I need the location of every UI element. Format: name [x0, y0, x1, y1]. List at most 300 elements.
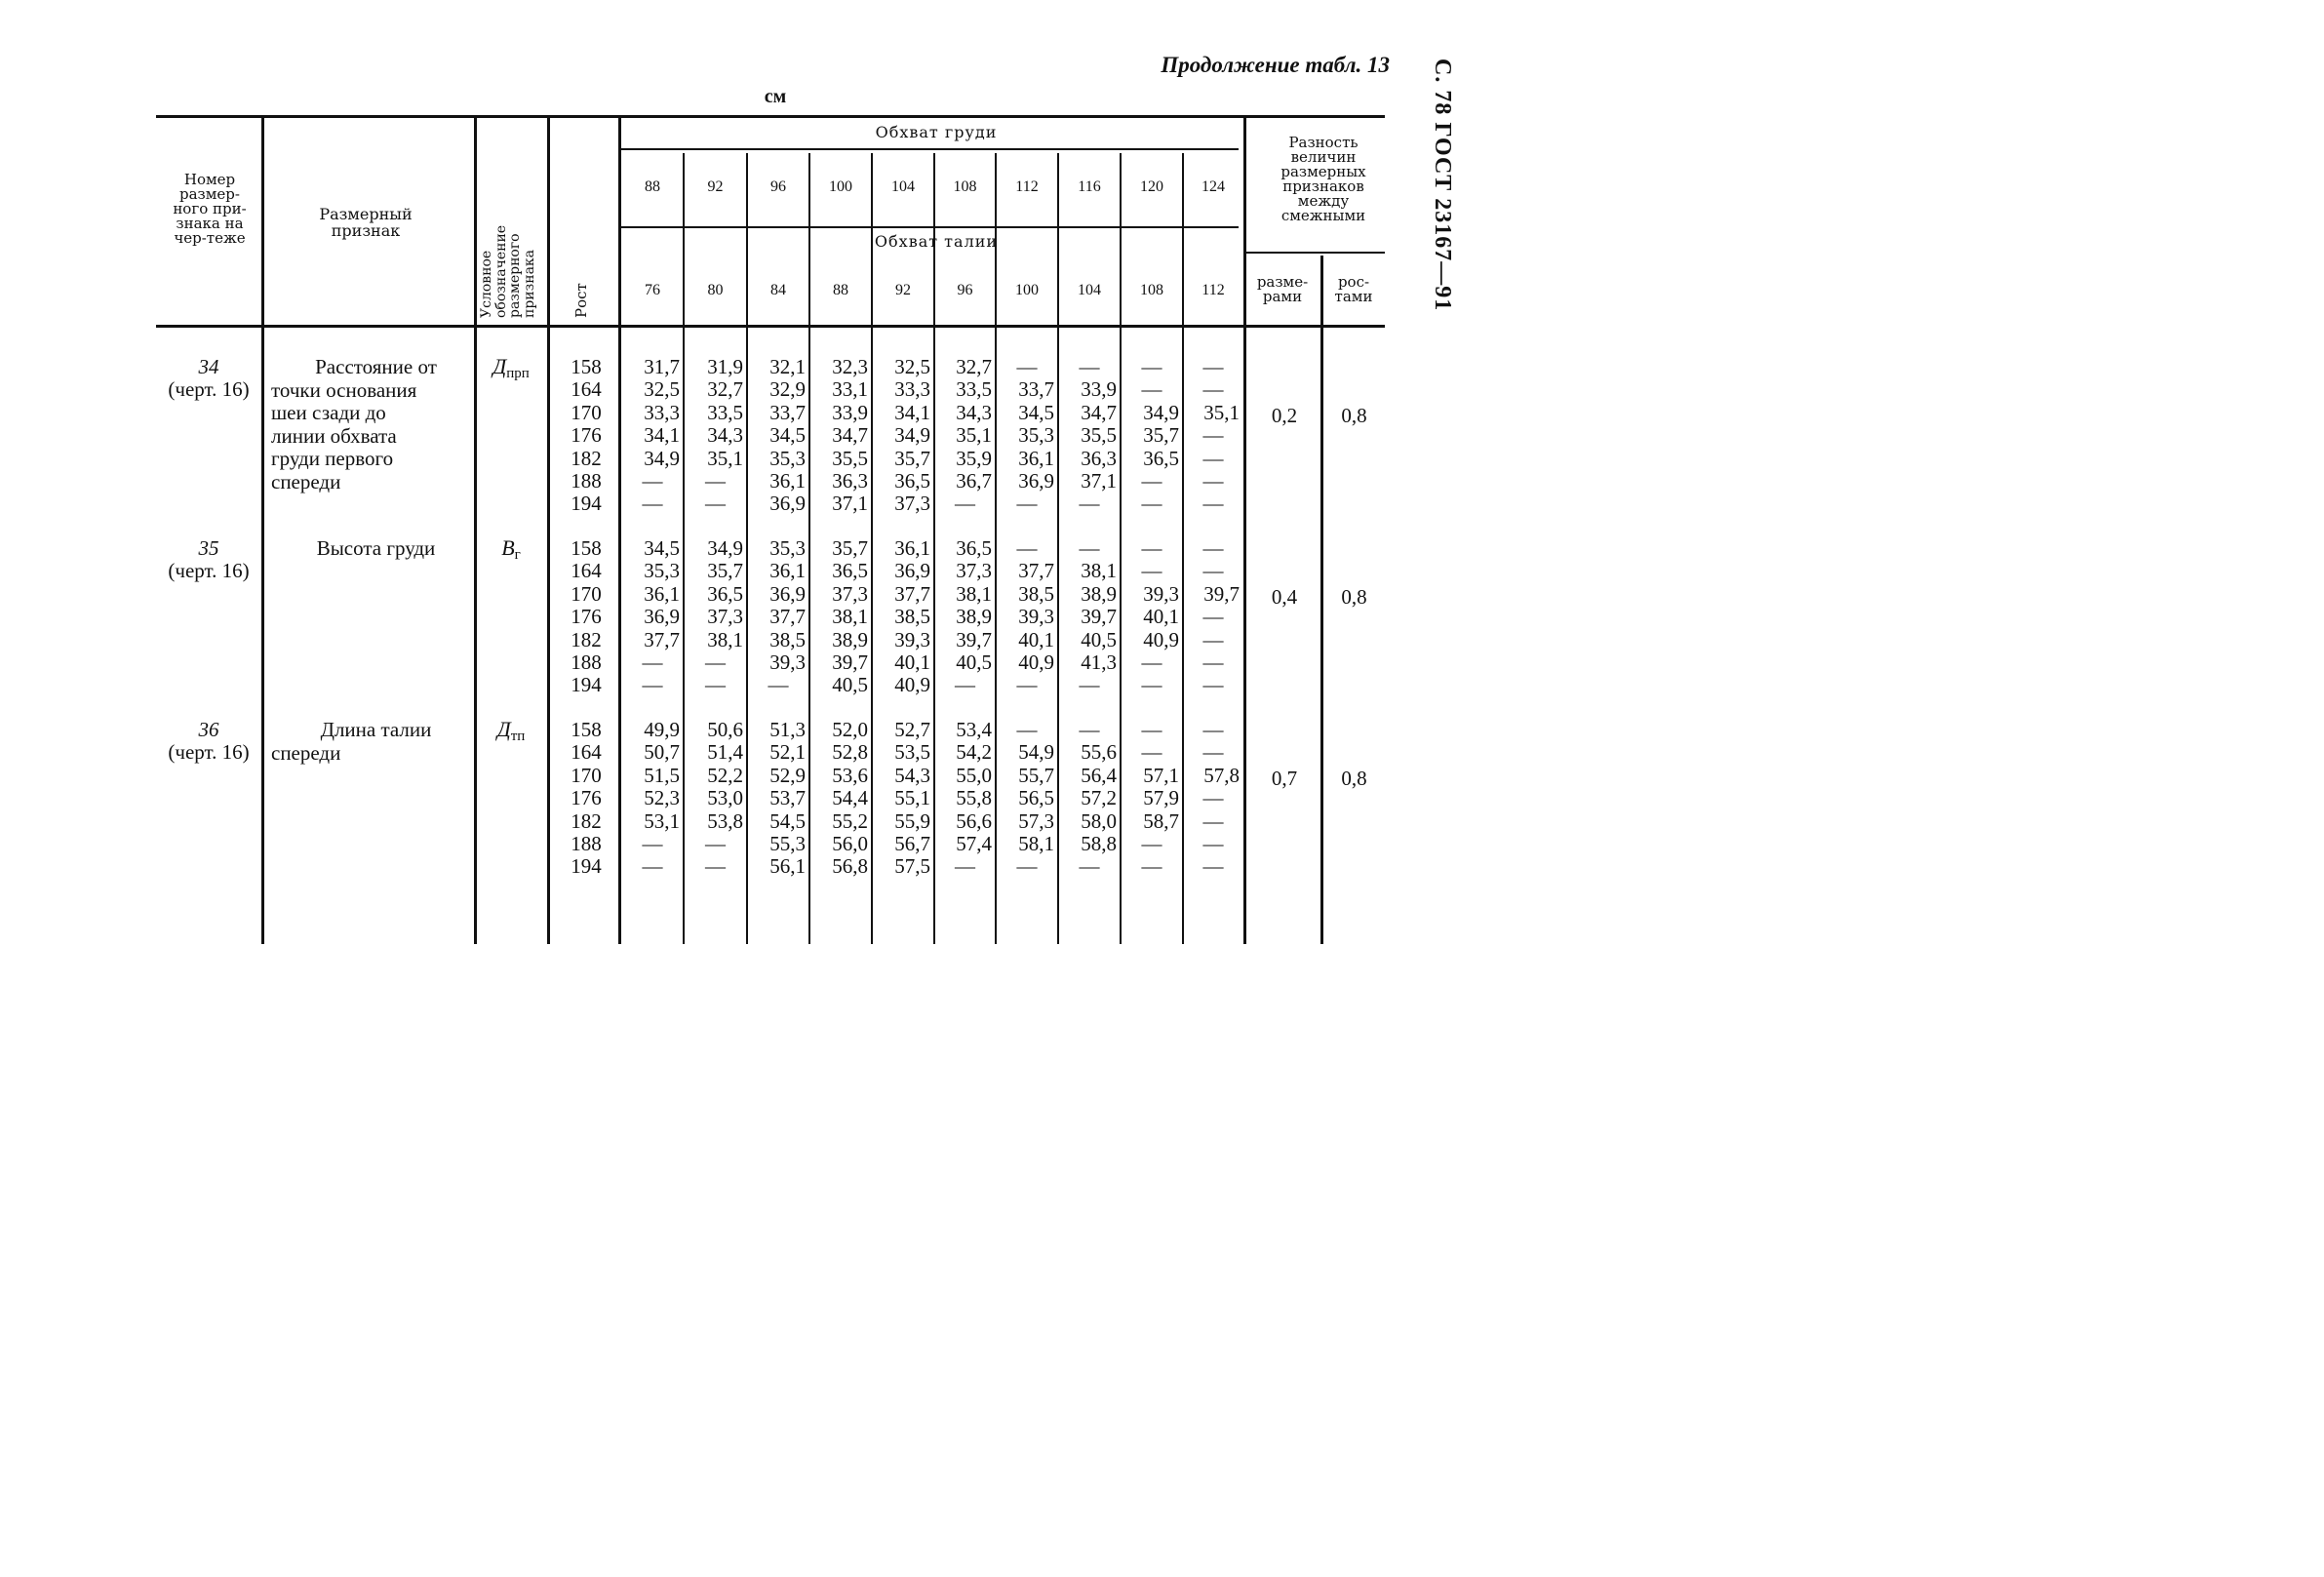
value-cell: 56,8 [832, 854, 868, 879]
value-cell: 36,9 [1018, 469, 1054, 493]
feature-name [271, 356, 471, 493]
height-value: 194 [571, 854, 602, 879]
value-cell: 34,9 [894, 423, 930, 448]
value-cell: 52,2 [707, 763, 743, 787]
height-value: 182 [571, 627, 602, 651]
waist-girth-value: 84 [770, 282, 786, 298]
value-cell: 57,9 [1143, 786, 1179, 810]
value-cell: — [1016, 854, 1038, 879]
feature-name [271, 537, 471, 561]
header-symbol: Условное обозначение размерного признака [479, 224, 537, 318]
value-cell: 41,3 [1081, 651, 1117, 674]
col-border-3 [547, 117, 550, 944]
value-cell: 32,5 [644, 377, 680, 402]
value-cell: 53,5 [894, 740, 930, 765]
diff-rule [1246, 252, 1385, 254]
value-cell: — [642, 651, 663, 674]
value-cell: 36,7 [956, 469, 992, 493]
value-cell: 36,5 [956, 536, 992, 560]
value-cell: 36,5 [832, 559, 868, 583]
value-cell: 52,7 [894, 718, 930, 741]
value-cell: 55,1 [894, 786, 930, 810]
value-cell: — [705, 651, 726, 674]
value-cell: — [1079, 718, 1100, 741]
value-cell: — [1141, 718, 1162, 741]
value-cell: 57,8 [1203, 763, 1240, 787]
value-cell: 51,5 [644, 763, 680, 787]
feature-symbol-sub: тп [510, 729, 526, 744]
value-cell: 40,5 [832, 673, 868, 697]
height-value: 176 [571, 786, 602, 810]
height-value: 182 [571, 808, 602, 833]
value-cell: 34,5 [1018, 400, 1054, 424]
value-cell: 39,7 [1203, 581, 1240, 606]
drawing-reference: (черт. 16) [168, 377, 250, 401]
value-cell: — [642, 469, 663, 493]
value-cell: 54,3 [894, 763, 930, 787]
value-cell: 35,1 [1203, 400, 1240, 424]
value-cell: 38,1 [1081, 559, 1117, 583]
value-cell: — [1141, 492, 1162, 516]
header-number: Номер размер-ного при-знака на чер-теже [173, 171, 247, 247]
value-cell: 36,3 [832, 469, 868, 493]
waist-girth-value: 88 [833, 282, 848, 298]
feature-symbol-sub: прп [506, 366, 530, 381]
value-cell: — [955, 492, 975, 516]
value-cell: 56,4 [1081, 763, 1117, 787]
value-cell: — [1079, 536, 1100, 560]
value-cell: 35,3 [769, 446, 806, 470]
waist-girth-value: 92 [895, 282, 911, 298]
height-value: 188 [571, 651, 602, 674]
value-cell: 33,7 [1018, 377, 1054, 402]
feature-name-line: Высота груди [316, 536, 436, 560]
value-cell: 33,3 [894, 377, 930, 402]
diff-by-height: 0,8 [1341, 584, 1367, 609]
value-cell: 32,1 [769, 355, 806, 378]
value-cell: 33,9 [1081, 377, 1117, 402]
value-cell: 38,5 [1018, 581, 1054, 606]
value-cell: 54,9 [1018, 740, 1054, 765]
value-cell: 37,7 [769, 605, 806, 629]
top-rule [156, 115, 1385, 118]
value-cell: — [1202, 446, 1224, 470]
value-cell: 37,3 [894, 492, 930, 516]
value-cell: — [705, 673, 726, 697]
value-cell: 39,7 [956, 627, 992, 651]
height-value: 164 [571, 377, 602, 402]
value-cell: 34,3 [707, 423, 743, 448]
value-cell: 56,5 [1018, 786, 1054, 810]
feature-symbol-sub: г [514, 547, 521, 563]
value-cell: 55,3 [769, 832, 806, 855]
feature-name-line: Длина талии [320, 718, 432, 741]
value-cell: 50,6 [707, 718, 743, 741]
value-cell: 35,1 [707, 446, 743, 470]
value-cell: 55,9 [894, 808, 930, 833]
value-cell: 55,6 [1081, 740, 1117, 765]
value-cell: 35,3 [769, 536, 806, 560]
value-cell: 51,4 [707, 740, 743, 765]
chest-girth-value: 124 [1201, 178, 1225, 195]
value-cell: 36,5 [707, 581, 743, 606]
drawing-reference: (черт. 16) [168, 559, 250, 582]
value-cell: — [1079, 673, 1100, 697]
value-cell: 57,4 [956, 832, 992, 855]
waist-girth-value: 96 [957, 282, 973, 298]
value-cell: 52,8 [832, 740, 868, 765]
chest-girth-value: 92 [707, 178, 724, 195]
value-cell: 35,1 [956, 423, 992, 448]
feature-name-line: спереди [271, 469, 341, 493]
value-cell: 37,3 [707, 605, 743, 629]
value-cell: — [1202, 423, 1224, 448]
value-cell: — [1016, 536, 1038, 560]
value-cell: — [1202, 673, 1224, 697]
value-cell: — [1141, 673, 1162, 697]
value-cell: — [1079, 355, 1100, 378]
waist-girth-value: 76 [645, 282, 660, 298]
value-cell: 35,7 [1143, 423, 1179, 448]
value-cell: 36,9 [769, 492, 806, 516]
waist-girth-value: 112 [1201, 282, 1225, 298]
chest-girth-value: 88 [645, 178, 660, 195]
value-cell: — [1141, 355, 1162, 378]
value-cell: 35,3 [644, 559, 680, 583]
feature-name-line: линии обхвата [271, 423, 397, 448]
diff-by-size: 0,4 [1271, 584, 1298, 609]
value-cell: — [1141, 559, 1162, 583]
feature-name-line: груди первого [271, 447, 394, 470]
value-cell: 39,3 [769, 651, 806, 674]
value-cell: 34,9 [1143, 400, 1179, 424]
value-cell: — [1141, 651, 1162, 674]
value-cell: 57,2 [1081, 786, 1117, 810]
value-cell: 55,8 [956, 786, 992, 810]
value-cell: — [1202, 492, 1224, 516]
value-cell: 56,7 [894, 832, 930, 855]
value-cell: 53,8 [707, 808, 743, 833]
value-cell: — [1202, 536, 1224, 560]
value-cell: — [1202, 377, 1224, 402]
value-cell: 34,9 [707, 536, 743, 560]
value-cell: — [1016, 492, 1038, 516]
value-cell: 39,3 [894, 627, 930, 651]
value-cell: 34,5 [769, 423, 806, 448]
height-value: 188 [571, 469, 602, 493]
value-cell: 36,9 [644, 605, 680, 629]
value-cell: 58,0 [1081, 808, 1117, 833]
value-cell: 37,7 [644, 627, 680, 651]
value-cell: 34,9 [644, 446, 680, 470]
value-cell: 35,9 [956, 446, 992, 470]
value-cell: 39,7 [1081, 605, 1117, 629]
chest-girth-value: 120 [1140, 178, 1163, 195]
value-cell: 35,3 [1018, 423, 1054, 448]
value-cell: 36,1 [769, 469, 806, 493]
header-by-size: разме-рами [1256, 273, 1309, 305]
value-cell: 38,9 [832, 627, 868, 651]
value-cell: — [1202, 740, 1224, 765]
feature-symbol [476, 535, 546, 564]
value-cell: 31,9 [707, 355, 743, 378]
chest-girth-value: 100 [829, 178, 852, 195]
height-value: 170 [571, 581, 602, 606]
value-cell: 35,7 [707, 559, 743, 583]
value-cell: 39,7 [832, 651, 868, 674]
value-cell: 51,3 [769, 718, 806, 741]
value-cell: 37,7 [1018, 559, 1054, 583]
value-cell: — [955, 673, 975, 697]
height-value: 176 [571, 423, 602, 448]
value-cell: 33,7 [769, 400, 806, 424]
value-cell: 56,6 [956, 808, 992, 833]
value-cell: 34,7 [1081, 400, 1117, 424]
waist-girth-value: 108 [1140, 282, 1163, 298]
feature-number: 34 [198, 355, 219, 378]
value-cell: 52,9 [769, 763, 806, 787]
feature-name-line: спереди [271, 740, 341, 765]
value-cell: 33,5 [707, 400, 743, 424]
value-cell: — [1141, 854, 1162, 879]
value-cell: 32,5 [894, 355, 930, 378]
value-cell: 31,7 [644, 355, 680, 378]
feature-name [271, 719, 471, 765]
value-cell: 40,9 [894, 673, 930, 697]
feature-number: 36 [198, 718, 219, 741]
value-cell: 56,1 [769, 854, 806, 879]
value-cell: — [642, 673, 663, 697]
value-cell: 38,5 [769, 627, 806, 651]
height-value: 176 [571, 605, 602, 629]
value-cell: 52,1 [769, 740, 806, 765]
value-cell: 37,1 [1081, 469, 1117, 493]
value-cell: 37,3 [832, 581, 868, 606]
value-cell: — [1016, 355, 1038, 378]
diff-by-height: 0,8 [1341, 766, 1367, 790]
value-cell: — [642, 492, 663, 516]
value-cell: 35,7 [894, 446, 930, 470]
value-cell: 37,3 [956, 559, 992, 583]
value-cell: 38,5 [894, 605, 930, 629]
height-value: 164 [571, 559, 602, 583]
value-cell: — [1202, 651, 1224, 674]
value-cell: — [1202, 559, 1224, 583]
value-cell: 39,3 [1018, 605, 1054, 629]
value-cell: 53,1 [644, 808, 680, 833]
value-cell: 50,7 [644, 740, 680, 765]
value-cell: 35,5 [832, 446, 868, 470]
chest-girth-value: 108 [953, 178, 977, 195]
value-cell: 53,6 [832, 763, 868, 787]
height-value: 158 [571, 536, 602, 560]
header-height: Рост [572, 283, 590, 318]
waist-rule [621, 226, 1239, 228]
value-cell: 33,3 [644, 400, 680, 424]
value-cell: 34,1 [644, 423, 680, 448]
height-value: 194 [571, 673, 602, 697]
value-cell: — [1202, 355, 1224, 378]
value-cell: 40,9 [1018, 651, 1054, 674]
feature-name-line: Расстояние от [315, 355, 437, 378]
value-cell: 52,0 [832, 718, 868, 741]
value-cell: 53,4 [956, 718, 992, 741]
value-cell: 40,5 [956, 651, 992, 674]
value-cell: 55,7 [1018, 763, 1054, 787]
value-cell: — [1202, 854, 1224, 879]
value-cell: 57,3 [1018, 808, 1054, 833]
value-cell: — [1202, 718, 1224, 741]
value-cell: 58,7 [1143, 808, 1179, 833]
value-cell: — [1079, 854, 1100, 879]
value-cell: 34,5 [644, 536, 680, 560]
header-bottom-rule [156, 325, 1385, 328]
value-cell: — [705, 492, 726, 516]
value-cell: 54,5 [769, 808, 806, 833]
value-cell: 38,1 [707, 627, 743, 651]
value-cell: 57,1 [1143, 763, 1179, 787]
value-cell: 36,1 [894, 536, 930, 560]
feature-symbol [476, 717, 546, 745]
chest-girth-value: 104 [891, 178, 915, 195]
height-value: 188 [571, 832, 602, 855]
value-cell: — [1141, 832, 1162, 855]
value-cell: 58,8 [1081, 832, 1117, 855]
value-cell: 32,3 [832, 355, 868, 378]
value-cell: — [1079, 492, 1100, 516]
feature-symbol-main: Д [496, 717, 511, 741]
chest-rule [621, 148, 1239, 150]
value-cell: — [1202, 605, 1224, 629]
diff-by-size: 0,2 [1271, 403, 1298, 427]
height-value: 170 [571, 763, 602, 787]
unit-label: см [764, 86, 787, 107]
value-cell: 40,1 [1143, 605, 1179, 629]
value-cell: — [1202, 627, 1224, 651]
value-cell: — [1141, 536, 1162, 560]
value-cell: 38,9 [956, 605, 992, 629]
value-cell: 37,7 [894, 581, 930, 606]
feature-name-line: шеи сзади до [271, 401, 386, 424]
value-cell: — [1202, 808, 1224, 833]
header-chest-girth: Обхват груди [875, 123, 998, 141]
value-cell: — [1016, 718, 1038, 741]
value-cell: 39,3 [1143, 581, 1179, 606]
value-cell: 40,1 [894, 651, 930, 674]
waist-girth-value: 100 [1015, 282, 1039, 298]
value-cell: 40,9 [1143, 627, 1179, 651]
height-value: 158 [571, 355, 602, 378]
value-cell: 36,9 [894, 559, 930, 583]
value-cell: 33,9 [832, 400, 868, 424]
chest-girth-value: 116 [1078, 178, 1101, 195]
value-cell: 38,1 [956, 581, 992, 606]
value-cell: 32,7 [956, 355, 992, 378]
value-cell: 53,0 [707, 786, 743, 810]
col-border-5 [1243, 117, 1246, 944]
value-cell: — [768, 673, 789, 697]
value-cell: 54,4 [832, 786, 868, 810]
feature-symbol-main: Д [492, 354, 507, 378]
feature-symbol-main: В [501, 535, 515, 560]
feature-number: 35 [198, 536, 219, 560]
height-value: 164 [571, 740, 602, 765]
value-cell: 34,1 [894, 400, 930, 424]
value-cell: — [642, 832, 663, 855]
chest-girth-value: 96 [770, 178, 786, 195]
height-value: 182 [571, 446, 602, 470]
value-cell: — [642, 854, 663, 879]
value-cell: 54,2 [956, 740, 992, 765]
value-cell: — [1016, 673, 1038, 697]
value-cell: 36,3 [1081, 446, 1117, 470]
waist-girth-value: 80 [707, 282, 724, 298]
header-by-height: рос-тами [1334, 273, 1373, 305]
value-cell: 35,5 [1081, 423, 1117, 448]
value-cell: 36,5 [1143, 446, 1179, 470]
value-cell: 35,7 [832, 536, 868, 560]
height-value: 170 [571, 400, 602, 424]
header-feature: Размерный признак [319, 205, 413, 240]
value-cell: 40,1 [1018, 627, 1054, 651]
value-cell: 56,0 [832, 832, 868, 855]
value-cell: — [1141, 377, 1162, 402]
height-value: 158 [571, 718, 602, 741]
value-cell: 33,5 [956, 377, 992, 402]
value-cell: 37,1 [832, 492, 868, 516]
value-cell: 34,3 [956, 400, 992, 424]
diff-by-height: 0,8 [1341, 403, 1367, 427]
feature-number-cell [156, 537, 261, 582]
header-waist-girth: Обхват талии [874, 232, 999, 251]
value-cell: — [1141, 740, 1162, 765]
value-cell: — [1202, 786, 1224, 810]
value-cell: 34,7 [832, 423, 868, 448]
feature-name-line: точки основания [271, 377, 417, 402]
value-cell: 32,7 [707, 377, 743, 402]
header-difference: Разность величин размерных признаков между смежными [1280, 134, 1366, 224]
value-cell: 36,5 [894, 469, 930, 493]
height-value: 194 [571, 492, 602, 516]
continuation-label: Продолжение табл. 13 [1161, 53, 1390, 77]
value-cell: 55,2 [832, 808, 868, 833]
value-cell: 32,9 [769, 377, 806, 402]
drawing-reference: (черт. 16) [168, 740, 250, 764]
feature-number-cell [156, 719, 261, 764]
value-cell: 49,9 [644, 718, 680, 741]
chest-girth-value: 112 [1015, 178, 1039, 195]
value-cell: — [1202, 469, 1224, 493]
waist-girth-value: 104 [1078, 282, 1101, 298]
value-cell: 55,0 [956, 763, 992, 787]
side-title: С. 78 ГОСТ 23167—91 [1430, 59, 1455, 312]
value-cell: — [705, 832, 726, 855]
value-cell: 58,1 [1018, 832, 1054, 855]
value-cell: 38,1 [832, 605, 868, 629]
value-cell: — [705, 469, 726, 493]
value-cell: — [705, 854, 726, 879]
value-cell: 57,5 [894, 854, 930, 879]
value-cell: 36,1 [1018, 446, 1054, 470]
value-cell: 36,9 [769, 581, 806, 606]
value-cell: 33,1 [832, 377, 868, 402]
value-cell: — [1141, 469, 1162, 493]
value-cell: — [1202, 832, 1224, 855]
feature-number-cell [156, 356, 261, 401]
diff-by-size: 0,7 [1271, 766, 1298, 790]
value-cell: — [955, 854, 975, 879]
value-cell: 40,5 [1081, 627, 1117, 651]
